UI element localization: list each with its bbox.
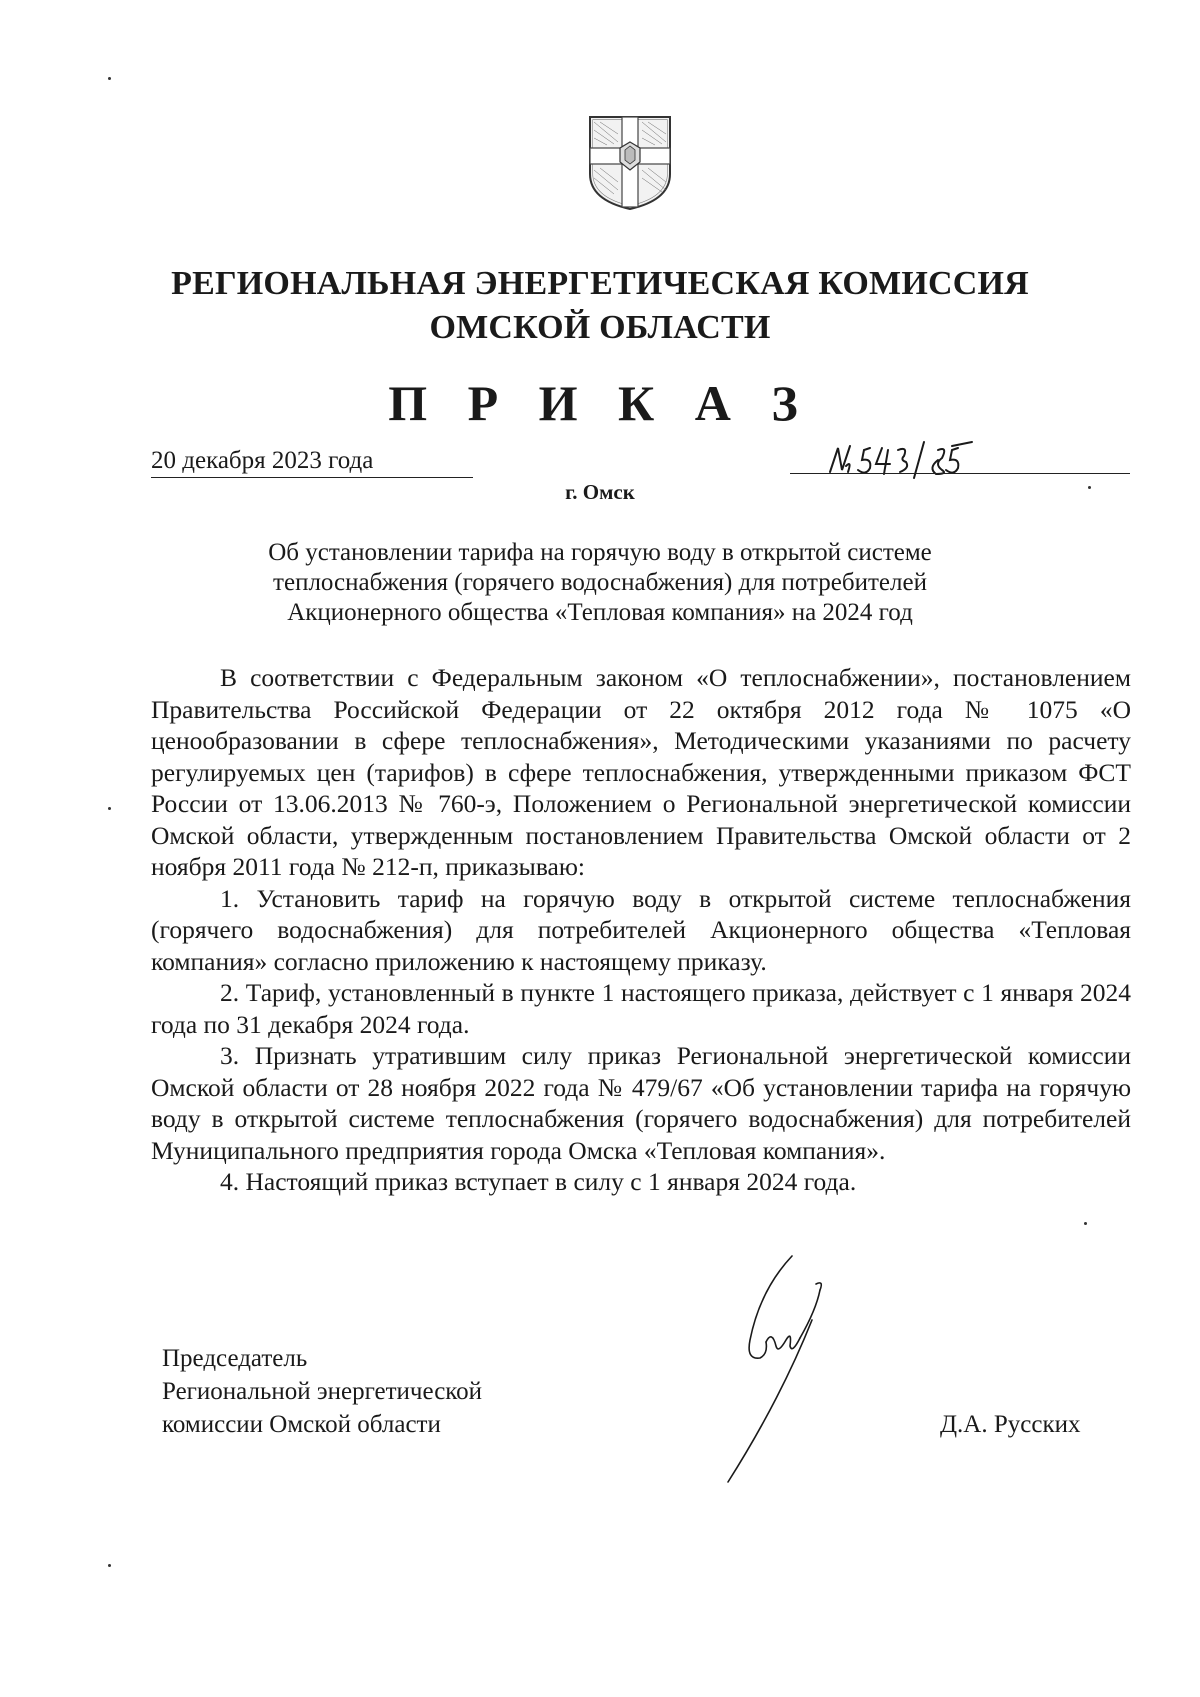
order-subject (200, 538, 1000, 628)
preamble-paragraph: В соответствии с Федеральным законом «О теплоснабжении», постановлением Правительства Российской Федерации от 22 октября 2012 года № 1075 «О ценообразовании в сфере теплоснабжения», Методическими указаниями по расчету регулируемых цен (тарифов) в сфере теплоснабжения, утвержденными приказом ФСТ России от 13.06.2013 № 760-э, Положением о Региональной энергетической комиссии Омской области, утвержденным постановлением Правительства Омской области от 2 ноября 2011 года № 212-п, приказываю: (151, 663, 1131, 881)
subject-line-1: Об установлении тарифа на горячую воду в открытой системе (268, 539, 932, 566)
signatory-title-line-2: Региональной энергетической (162, 1378, 483, 1405)
issuing-authority (150, 262, 1050, 350)
subject-line-3: Акционерного общества «Тепловая компания» на 2024 год (287, 599, 913, 626)
subject-line-2: теплоснабжения (горячего водоснабжения) для потребителей (273, 569, 927, 596)
document-type-title: П Р И К А З (388, 375, 812, 431)
city-of-issue: г. Омск (565, 480, 635, 504)
scan-speck (108, 1564, 111, 1567)
signatory-name: Д.А. Русских (940, 1411, 1081, 1438)
authority-line-2: ОМСКОЙ ОБЛАСТИ (429, 309, 771, 346)
order-item-3: 3. Признать утратившим силу приказ Региональной энергетической комиссии Омской области от 28 ноября 2022 года № 479/67 «Об установлении тарифа на горячую воду в открытой системе теплоснабжения (горячего водоснабжения) для потребителей Муниципального предприятия города Омска «Тепловая компания». (151, 1041, 1131, 1165)
scan-speck (1088, 486, 1091, 489)
authority-line-1: РЕГИОНАЛЬНАЯ ЭНЕРГЕТИЧЕСКАЯ КОМИССИЯ (171, 265, 1029, 302)
scan-speck (1084, 1222, 1087, 1225)
order-body (151, 662, 1131, 1198)
number-underline (790, 473, 1130, 474)
signatory-title-line-3: комиссии Омской области (162, 1411, 441, 1438)
handwritten-signature (720, 1250, 880, 1490)
coat-of-arms-icon (585, 112, 675, 212)
order-item-2: 2. Тариф, установленный в пункте 1 настоящего приказа, действует с 1 января 2024 года по 31 декабря 2024 года. (151, 978, 1131, 1039)
signatory-title (162, 1342, 482, 1441)
handwritten-document-number (822, 436, 1002, 482)
scan-speck (108, 807, 111, 810)
order-item-4: 4. Настоящий приказ вступает в силу с 1 января 2024 года. (220, 1167, 857, 1196)
document-date: 20 декабря 2023 года (151, 445, 473, 478)
order-item-1: 1. Установить тариф на горячую воду в открытой системе теплоснабжения (горячего водоснабжения) для потребителей Акционерного общества «Тепловая компания» согласно приложению к настоящему приказу. (151, 883, 1131, 976)
signatory-title-line-1: Председатель (162, 1345, 308, 1372)
scan-speck (108, 77, 111, 80)
